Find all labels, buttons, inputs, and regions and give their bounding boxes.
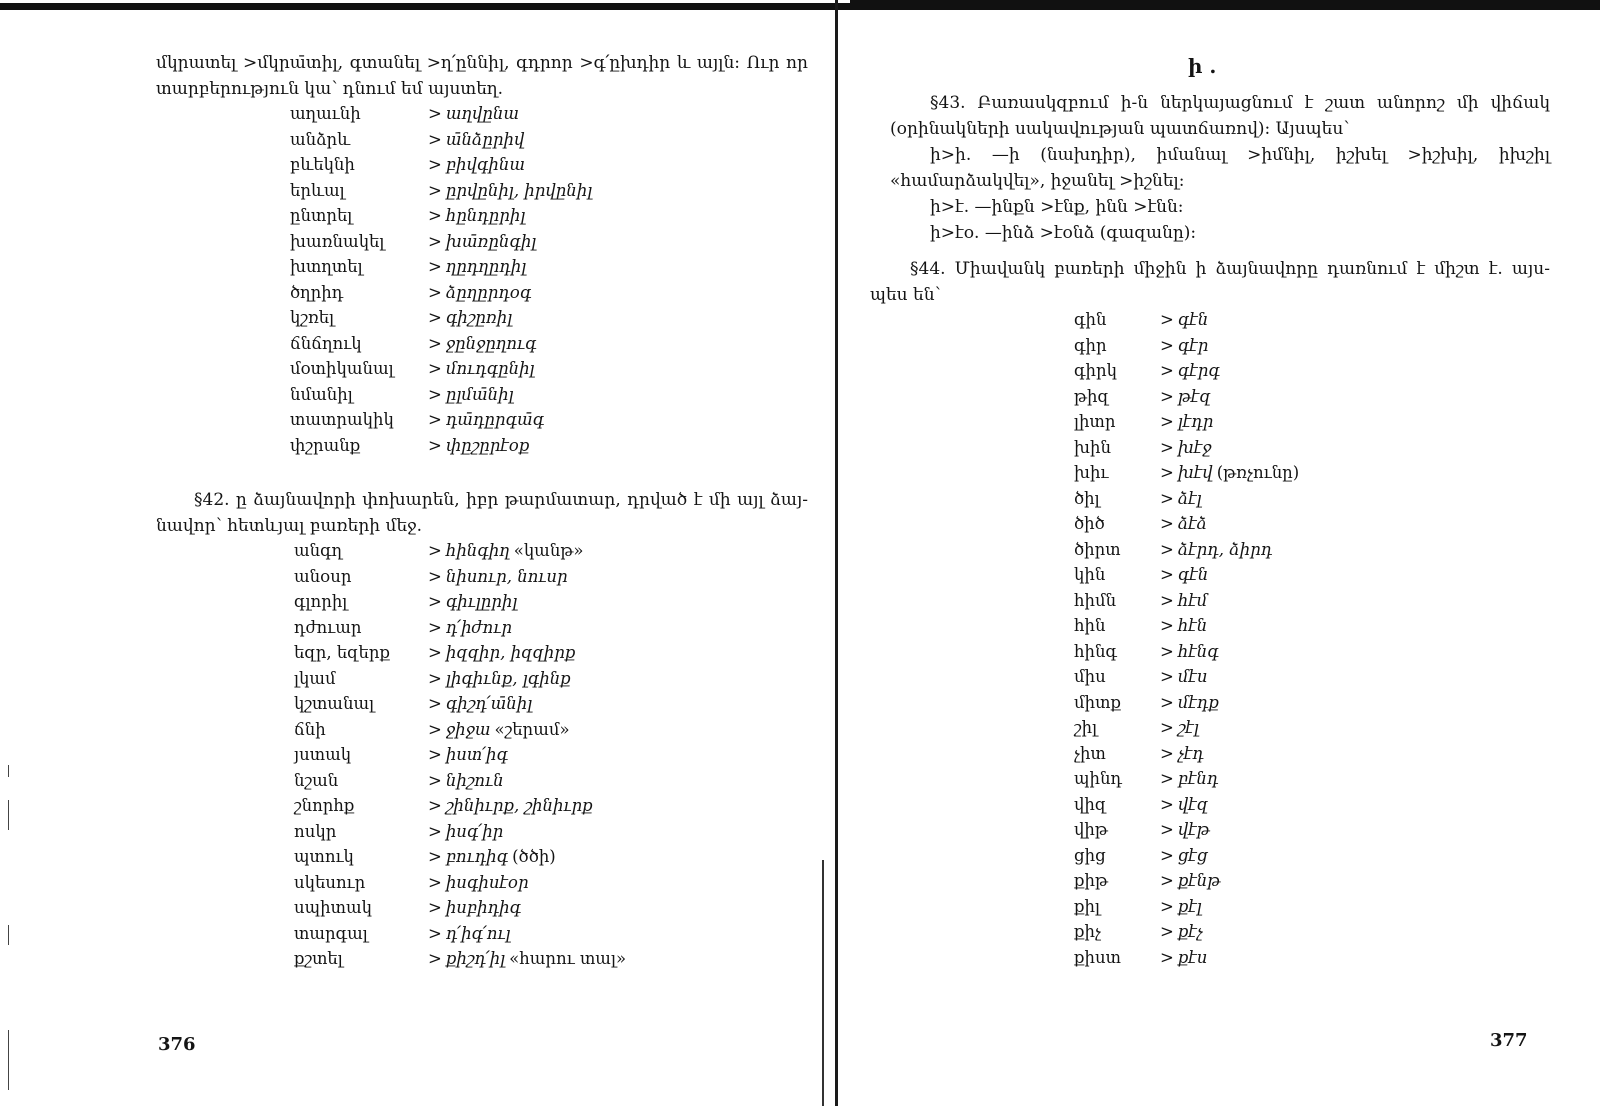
dialect-form: թէզ — [1177, 386, 1211, 406]
source-word: փշրանք — [290, 435, 361, 455]
dialect-form: քիշդ՛իլ — [445, 949, 506, 968]
list-item — [294, 669, 626, 695]
derivation-arrow: > — [428, 435, 442, 455]
dialect-form: ջիջա — [445, 719, 491, 739]
list-item — [1074, 846, 1299, 872]
dialect-form: ա̄նձըրիվ — [445, 129, 525, 149]
gloss-note: «հարու տալ» — [509, 949, 627, 968]
derivation-arrow: > — [1160, 488, 1174, 508]
list-item — [1074, 693, 1299, 719]
list-item — [1074, 897, 1299, 923]
dialect-form: չէդ — [1177, 743, 1204, 763]
dialect-form: բուդիգ — [445, 847, 509, 866]
source-word: միտք — [1074, 692, 1121, 712]
list-item — [1074, 514, 1299, 540]
derivation-arrow: > — [428, 745, 442, 764]
dialect-form: դա̄դըրգա̄գ — [445, 410, 545, 429]
derivation-arrow: > — [428, 796, 442, 815]
section-43-line-1: §43. Բառասկզբում ի-ն ներկայացնում է շատ անորոշ մի վիճակ — [930, 93, 1550, 113]
section-42-line-2: նավոր՝ հետևյալ բառերի մեջ. — [156, 516, 423, 536]
derivation-arrow: > — [1160, 310, 1174, 329]
dialect-form: իսգիսէօր — [445, 872, 529, 892]
source-word: սպիտակ — [294, 898, 372, 917]
list-item — [290, 104, 592, 130]
list-item — [294, 873, 626, 899]
source-word: ծիրտ — [1074, 539, 1121, 559]
list-item — [294, 771, 626, 797]
source-word: վիզ — [1074, 794, 1107, 814]
list-item — [1074, 718, 1299, 744]
intro-line-1: մկրատել >մկրա̄տիլ, գտանել >ղ՛ըննիլ, գդրոր >գ՛ըխդիր և այլն: Ուր որ — [156, 53, 808, 73]
source-word: հինգ — [1074, 641, 1117, 661]
source-word: պտուկ — [294, 847, 354, 866]
source-word: տարգալ — [294, 923, 368, 943]
source-word: խին — [1074, 437, 1112, 457]
dialect-form: բիվգինա — [445, 155, 525, 174]
list-item — [1074, 412, 1299, 438]
dialect-form: շէլ — [1177, 718, 1199, 737]
source-word: ճնի — [294, 719, 326, 739]
derivation-arrow: > — [1160, 794, 1174, 814]
dialect-form: մէդք — [1177, 692, 1219, 712]
intro-line-2: տարբերություն կա՝ դնում եմ այստեղ. — [156, 79, 504, 99]
source-word: խտղտել — [290, 257, 363, 276]
list-item — [1074, 769, 1299, 795]
dialect-form: հէն — [1177, 616, 1208, 635]
dialect-form: ղըդղըդիլ — [445, 257, 527, 276]
list-item — [1074, 795, 1299, 821]
list-item — [1074, 820, 1299, 846]
dialect-form: քէնթ — [1177, 871, 1221, 890]
list-item — [1074, 463, 1299, 489]
rule-1-head: ի>ի. —ի — [930, 145, 1020, 165]
derivation-arrow: > — [428, 770, 442, 790]
dialect-form: հընդըրիլ — [445, 206, 526, 225]
dialect-form: ձէձ — [1177, 514, 1208, 533]
dialect-form: քէլ — [1177, 896, 1202, 916]
dialect-form: վէզ — [1177, 794, 1208, 814]
source-word: լիտր — [1074, 412, 1116, 431]
list-item — [1074, 616, 1299, 642]
source-word: միս — [1074, 667, 1106, 686]
derivation-arrow: > — [428, 872, 442, 892]
dialect-form: շինիւրք, շինիւրք — [445, 796, 593, 815]
dialect-form: քէս — [1177, 947, 1208, 967]
dialect-form: իզզիր, իզզիրք — [445, 643, 576, 662]
list-item — [294, 745, 626, 771]
list-item — [290, 410, 592, 436]
source-word: անգղ — [294, 541, 343, 560]
word-list-2 — [294, 541, 626, 975]
dialect-form: խէվ — [1177, 463, 1213, 482]
section-44-line-1: §44. Միավանկ բառերի միջին ի ձայնավորը դառնում է միշտ է. այս- — [910, 259, 1550, 279]
section-43-line-2: (օրինակների սակավության պատճառով): Այսպես՝ — [890, 119, 1350, 139]
source-word: բևեկնի — [290, 155, 355, 174]
source-word: խիւ — [1074, 463, 1109, 482]
derivation-arrow: > — [1160, 641, 1174, 661]
source-word: եզր, եզերք — [294, 643, 391, 662]
dialect-form: իստ՛իգ — [445, 745, 509, 764]
list-item — [1074, 922, 1299, 948]
list-item — [294, 822, 626, 848]
dialect-form: դ՛իժուր — [445, 617, 512, 637]
derivation-arrow: > — [428, 617, 442, 637]
gloss-note: «շերամ» — [494, 719, 570, 739]
derivation-arrow: > — [1160, 539, 1174, 559]
dialect-form: լէդր — [1177, 412, 1214, 431]
derivation-arrow: > — [428, 949, 442, 968]
derivation-arrow: > — [1160, 437, 1174, 457]
source-word: քիլ — [1074, 896, 1100, 916]
list-item — [1074, 387, 1299, 413]
dialect-form: աղվընա — [445, 104, 519, 123]
derivation-arrow: > — [1160, 514, 1174, 533]
section-42-paragraph — [156, 487, 808, 539]
list-item — [294, 796, 626, 822]
list-item — [290, 359, 592, 385]
dialect-form: մուդգընիլ — [445, 359, 535, 378]
dialect-form: հէնգ — [1177, 641, 1219, 661]
source-word: գլորիլ — [294, 592, 348, 611]
derivation-arrow: > — [428, 847, 442, 866]
section-44-line-2: պես են՝ — [870, 285, 941, 305]
list-item — [290, 155, 592, 181]
gloss-note: (ծծի) — [512, 847, 556, 866]
list-item — [1074, 540, 1299, 566]
list-item — [294, 720, 626, 746]
source-word: ծիլ — [1074, 488, 1100, 508]
derivation-arrow: > — [1160, 565, 1174, 584]
derivation-arrow: > — [1160, 820, 1174, 839]
list-item — [1074, 565, 1299, 591]
dialect-form: ջընջըղուգ — [445, 333, 537, 353]
derivation-arrow: > — [428, 155, 442, 174]
source-word: մօտիկանալ — [290, 359, 394, 378]
derivation-arrow: > — [1160, 769, 1174, 788]
derivation-arrow: > — [428, 694, 442, 713]
derivation-arrow: > — [1160, 845, 1174, 865]
dialect-form: ձէլ — [1177, 488, 1202, 508]
derivation-arrow: > — [1160, 667, 1174, 686]
derivation-arrow: > — [428, 643, 442, 662]
list-item — [294, 618, 626, 644]
derivation-arrow: > — [428, 359, 442, 378]
intro-paragraph — [156, 50, 808, 102]
list-item — [1074, 438, 1299, 464]
source-word: կշտանալ — [294, 694, 375, 713]
dialect-form: գէր — [1177, 335, 1209, 355]
list-item — [1074, 336, 1299, 362]
derivation-arrow: > — [428, 541, 442, 560]
source-word: հիմն — [1074, 590, 1117, 610]
list-item — [294, 847, 626, 873]
dialect-form: հէմ — [1177, 590, 1208, 610]
source-word: անօսր — [294, 566, 352, 586]
dialect-form: ըրվընիլ, իրվընիլ — [445, 180, 593, 200]
source-word: շնորհք — [294, 796, 355, 815]
derivation-arrow: > — [428, 592, 442, 611]
dialect-form: լիգիւնք, լգինք — [445, 668, 571, 688]
dialect-form: ձըղըրդօգ — [445, 282, 532, 302]
list-item — [290, 334, 592, 360]
derivation-arrow: > — [428, 231, 442, 251]
right-page — [838, 0, 1600, 1106]
dialect-form: փըշըրէօք — [445, 435, 530, 455]
dialect-form: նիսուր, նուսր — [445, 566, 568, 586]
derivation-arrow: > — [1160, 896, 1174, 916]
list-item — [1074, 871, 1299, 897]
derivation-arrow: > — [428, 566, 442, 586]
source-word: շիլ — [1074, 718, 1098, 737]
rule-1-line-2: «համարձակվել», իջանել >իշնել: — [890, 171, 1185, 191]
source-word: քիթ — [1074, 871, 1109, 890]
list-item — [294, 694, 626, 720]
source-word: անձրև — [290, 129, 351, 149]
list-item — [290, 232, 592, 258]
dialect-form: ցէց — [1177, 845, 1208, 865]
source-word: կշռել — [290, 308, 335, 327]
list-item — [1074, 489, 1299, 515]
list-item — [290, 206, 592, 232]
dialect-form: իսբիդիգ — [445, 898, 522, 917]
dialect-form: մէս — [1177, 667, 1208, 686]
source-word: ծիծ — [1074, 514, 1105, 533]
section-44-paragraph — [870, 256, 1550, 308]
source-word: ծղրիդ — [290, 282, 344, 302]
dialect-form: նիշուն — [445, 770, 504, 790]
source-word: դժուար — [294, 617, 362, 637]
derivation-arrow: > — [1160, 743, 1174, 763]
dialect-form: վէթ — [1177, 820, 1210, 839]
list-item — [1074, 744, 1299, 770]
dialect-form: գէն — [1177, 310, 1209, 329]
source-word: թիզ — [1074, 386, 1109, 406]
dialect-form: խէջ — [1177, 437, 1212, 457]
section-43-paragraph — [890, 90, 1550, 246]
derivation-arrow: > — [428, 923, 442, 943]
derivation-arrow: > — [1160, 922, 1174, 941]
list-item — [1074, 642, 1299, 668]
rule-2: ի>է. —ինքն >էնք, ինն >էնն: — [930, 197, 1184, 217]
source-word: յստակ — [294, 745, 352, 764]
gloss-note: «կանթ» — [513, 541, 584, 560]
dialect-form: հինգիղ — [445, 541, 510, 560]
derivation-arrow: > — [1160, 590, 1174, 610]
list-item — [294, 567, 626, 593]
derivation-arrow: > — [1160, 386, 1174, 406]
source-word: քիստ — [1074, 947, 1121, 967]
source-word: գիր — [1074, 335, 1107, 355]
list-item — [1074, 361, 1299, 387]
list-item — [290, 308, 592, 334]
list-item — [1074, 667, 1299, 693]
derivation-arrow: > — [428, 180, 442, 200]
source-word: գիրկ — [1074, 361, 1117, 380]
derivation-arrow: > — [1160, 463, 1174, 482]
derivation-arrow: > — [428, 410, 442, 429]
source-word: ցից — [1074, 845, 1106, 865]
source-word: երևալ — [290, 180, 345, 200]
gloss-note: (թռչունը) — [1216, 463, 1300, 482]
rule-3: ի>էօ. —ինձ >էօնձ (գազանը): — [930, 223, 1197, 243]
chapter-header-letter: ի . — [1188, 54, 1217, 78]
list-item — [290, 385, 592, 411]
list-item — [294, 949, 626, 975]
derivation-arrow: > — [1160, 718, 1174, 737]
derivation-arrow: > — [428, 719, 442, 739]
derivation-arrow: > — [428, 898, 442, 917]
source-word: տատրակիկ — [290, 410, 394, 429]
source-word: լկամ — [294, 668, 336, 688]
source-word: նմանիլ — [290, 384, 353, 404]
list-item — [294, 898, 626, 924]
list-item — [290, 436, 592, 462]
dialect-form: բէնդ — [1177, 769, 1219, 788]
derivation-arrow: > — [1160, 947, 1174, 967]
page-number-right: 377 — [1490, 1030, 1528, 1051]
section-42-line-1: §42. ը ձայնավորի փոխարեն, իբր թարմատար, դրված է մի այլ ձայ- — [194, 490, 808, 510]
dialect-form: քէչ — [1177, 922, 1203, 941]
derivation-arrow: > — [428, 821, 442, 841]
derivation-arrow: > — [428, 206, 442, 225]
source-word: գին — [1074, 310, 1107, 329]
dialect-form: դ՛իգ՛ուլ — [445, 923, 511, 943]
word-list-3 — [1074, 310, 1299, 973]
derivation-arrow: > — [428, 104, 442, 123]
list-item — [294, 924, 626, 950]
source-word: չիտ — [1074, 743, 1106, 763]
rule-1-body: (նախդիր), իմանալ >իմնիլ, իշխել >իշխիլ, իխշիլ — [1040, 145, 1550, 165]
source-word: վիթ — [1074, 820, 1108, 839]
source-word: աղաւնի — [290, 104, 361, 123]
rule-1-line-1 — [890, 142, 1550, 168]
list-item — [290, 181, 592, 207]
source-word: խառնակել — [290, 231, 385, 251]
derivation-arrow: > — [1160, 412, 1174, 431]
derivation-arrow: > — [1160, 616, 1174, 635]
word-list-1 — [290, 104, 592, 461]
dialect-form: խա̄ռընգիլ — [445, 231, 537, 251]
list-item — [294, 643, 626, 669]
list-item — [1074, 310, 1299, 336]
dialect-form: գէն — [1177, 565, 1209, 584]
derivation-arrow: > — [428, 257, 442, 276]
derivation-arrow: > — [428, 308, 442, 327]
source-word: քիչ — [1074, 922, 1101, 941]
source-word: ճնճղուկ — [290, 333, 362, 353]
dialect-form: գիւլըրիլ — [445, 592, 518, 611]
dialect-form: իսգ՛իր — [445, 821, 504, 841]
derivation-arrow: > — [1160, 361, 1174, 380]
source-word: քշտել — [294, 949, 343, 968]
list-item — [290, 257, 592, 283]
dialect-form: գէրգ — [1177, 361, 1220, 380]
derivation-arrow: > — [1160, 871, 1174, 890]
source-word: ոսկր — [294, 821, 337, 841]
derivation-arrow: > — [428, 129, 442, 149]
dialect-form: ձէրդ, ձիրդ — [1177, 539, 1273, 559]
source-word: հին — [1074, 616, 1106, 635]
source-word: նշան — [294, 770, 339, 790]
list-item — [294, 592, 626, 618]
derivation-arrow: > — [428, 384, 442, 404]
source-word: ընտրել — [290, 206, 353, 225]
dialect-form: գիշըռիլ — [445, 308, 513, 327]
source-word: կին — [1074, 565, 1106, 584]
derivation-arrow: > — [428, 668, 442, 688]
list-item — [290, 130, 592, 156]
list-item — [1074, 591, 1299, 617]
derivation-arrow: > — [428, 333, 442, 353]
derivation-arrow: > — [1160, 335, 1174, 355]
list-item — [290, 283, 592, 309]
list-item — [1074, 948, 1299, 974]
dialect-form: ըլմա̄նիլ — [445, 384, 514, 404]
list-item — [294, 541, 626, 567]
source-word: պինդ — [1074, 769, 1122, 788]
dialect-form: գիշդ՛ա̄նիլ — [445, 694, 533, 713]
derivation-arrow: > — [428, 282, 442, 302]
page-number-left: 376 — [158, 1034, 196, 1055]
source-word: սկեսուր — [294, 872, 366, 892]
derivation-arrow: > — [1160, 692, 1174, 712]
